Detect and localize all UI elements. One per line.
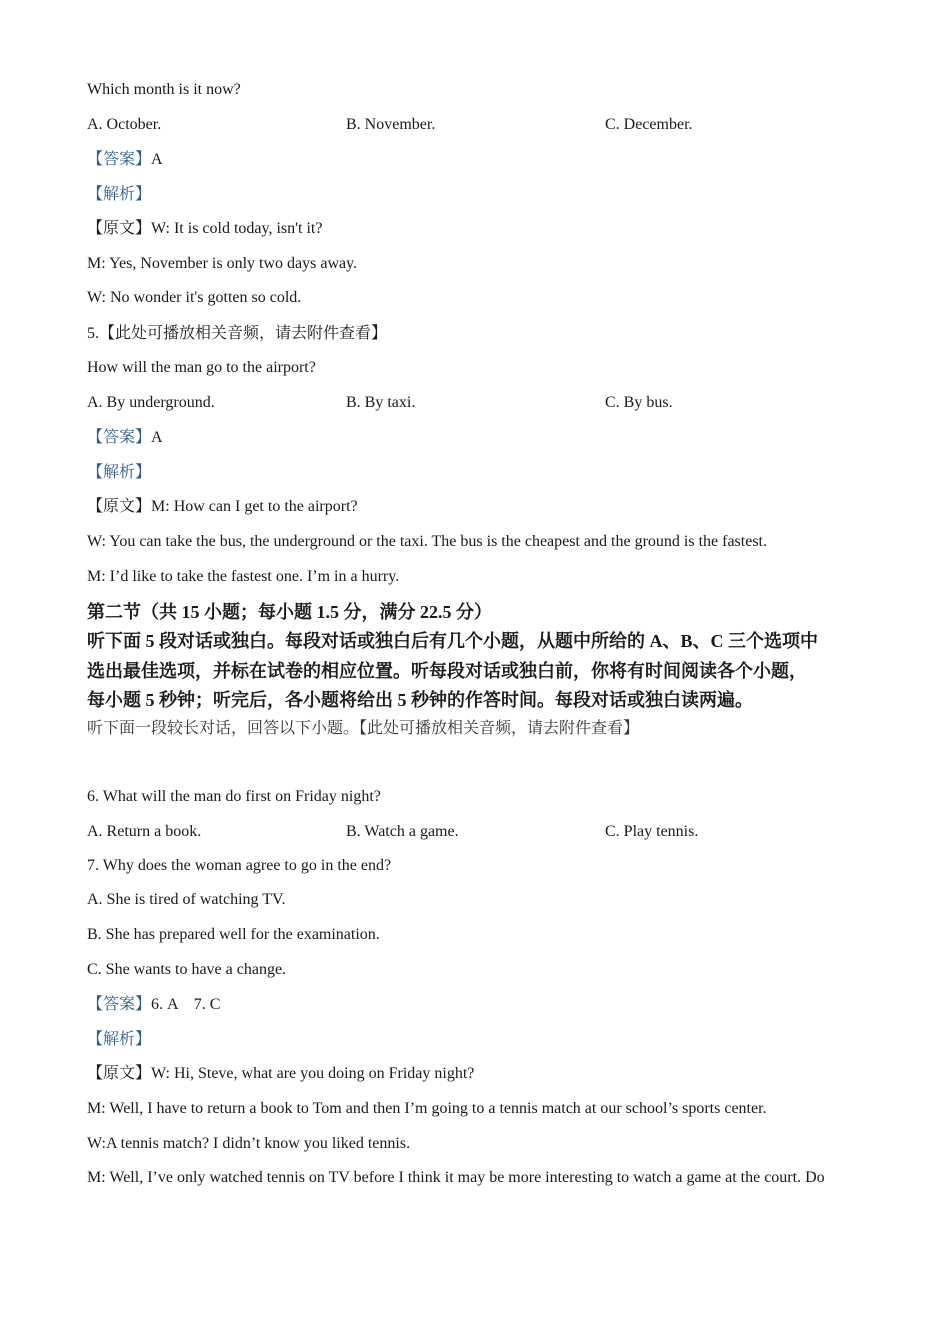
section2-instruction-2: 选出最佳选项，并标在试卷的相应位置。听每段对话或独白前，你将有时间阅读各个小题，: [87, 661, 807, 681]
q5-script-line-2: W: You can take the bus, the underground or the taxi. The bus is the cheapest and the ground is the fastest.: [87, 533, 767, 550]
answer-tag: 【答案】: [87, 151, 152, 168]
answer-value: A: [151, 429, 163, 446]
q67-script-line-1: [87, 1064, 474, 1084]
q5-option-a: A. By underground.: [87, 394, 215, 411]
answer-value: 6. A 7. C: [151, 996, 221, 1013]
q7-option-b: B. She has prepared well for the examination.: [87, 926, 380, 943]
section2-intro: 听下面一段较长对话，回答以下小题。【此处可播放相关音频，请去附件查看】: [87, 720, 640, 737]
script-text: W: It is cold today, isn't it?: [151, 220, 323, 237]
q4-option-b: B. November.: [346, 116, 436, 133]
q5-script-line-1: [87, 497, 358, 517]
q5-heading: [87, 324, 387, 344]
q4-script-line-3: W: No wonder it's gotten so cold.: [87, 289, 302, 306]
original-tag: 【原文】: [87, 498, 152, 515]
q4-answer: [87, 150, 163, 170]
q6-option-a: A. Return a book.: [87, 823, 202, 840]
q5-option-c: C. By bus.: [605, 394, 673, 411]
q4-option-a: A. October.: [87, 116, 162, 133]
script-text: W: Hi, Steve, what are you doing on Friday night?: [151, 1065, 475, 1082]
original-tag: 【原文】: [87, 1065, 152, 1082]
q5-number: 5.: [87, 325, 99, 342]
q5-answer: [87, 428, 163, 448]
q7-option-c: C. She wants to have a change.: [87, 961, 287, 978]
q7-option-a: A. She is tired of watching TV.: [87, 891, 286, 908]
q6-option-c: C. Play tennis.: [605, 823, 699, 840]
q5-option-b: B. By taxi.: [346, 394, 416, 411]
q4-option-c: C. December.: [605, 116, 693, 133]
q6-question: 6. What will the man do first on Friday night?: [87, 788, 381, 805]
q67-answer: [87, 995, 220, 1015]
q67-script-line-3: W:A tennis match? I didn’t know you liked tennis.: [87, 1135, 411, 1152]
section2-heading: 第二节（共 15 小题；每小题 1.5 分，满分 22.5 分）: [87, 602, 492, 622]
q5-question: How will the man go to the airport?: [87, 359, 316, 376]
q5-analysis-tag: 【解析】: [87, 464, 152, 481]
answer-tag: 【答案】: [87, 429, 152, 446]
q4-script-line-1: [87, 219, 322, 239]
q5-script-line-3: M: I’d like to take the fastest one. I’m in a hurry.: [87, 568, 400, 585]
q6-option-b: B. Watch a game.: [346, 823, 459, 840]
section2-instruction-1: 听下面 5 段对话或独白。每段对话或独白后有几个小题，从题中所给的 A、B、C 三个选项中: [87, 631, 818, 651]
section2-instruction-3: 每小题 5 秒钟；听完后，各小题将给出 5 秒钟的作答时间。每段对话或独白读两遍。: [87, 690, 753, 710]
q67-script-line-4: M: Well, I’ve only watched tennis on TV before I think it may be more interesting to watch a game at the court. Do: [87, 1169, 825, 1186]
q7-question: 7. Why does the woman agree to go in the end?: [87, 857, 392, 874]
q5-audio-note: 【此处可播放相关音频，请去附件查看】: [99, 325, 388, 342]
q4-script-line-2: M: Yes, November is only two days away.: [87, 255, 358, 272]
q4-analysis-tag: 【解析】: [87, 186, 152, 203]
script-text: M: How can I get to the airport?: [151, 498, 358, 515]
q67-analysis-tag: 【解析】: [87, 1031, 152, 1048]
q67-script-line-2: M: Well, I have to return a book to Tom and then I’m going to a tennis match at our school’s sports center.: [87, 1100, 767, 1117]
q4-question: Which month is it now?: [87, 81, 241, 98]
answer-value: A: [151, 151, 163, 168]
answer-tag: 【答案】: [87, 996, 152, 1013]
original-tag: 【原文】: [87, 220, 152, 237]
